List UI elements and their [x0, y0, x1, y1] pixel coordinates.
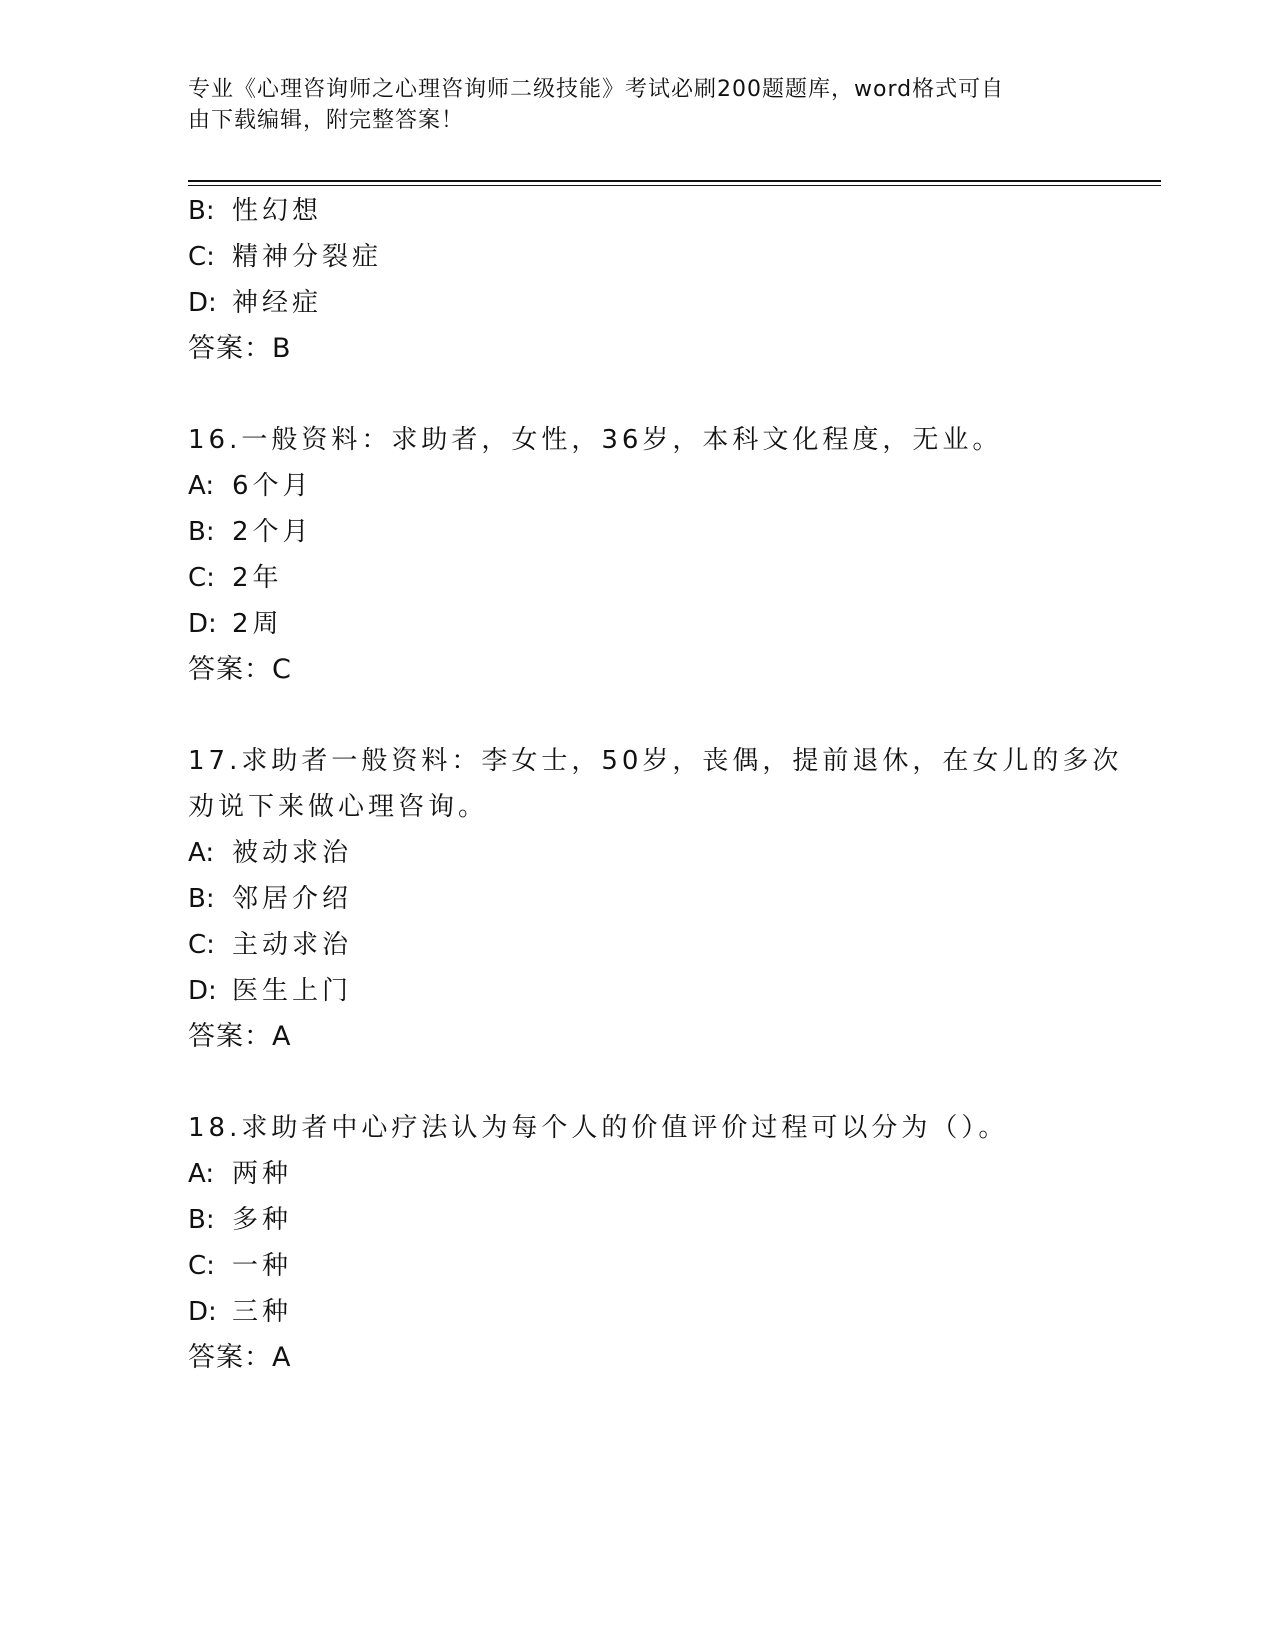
option-text: 两种: [232, 1159, 293, 1189]
question-16: [188, 417, 1128, 693]
option-text: 邻居介绍: [232, 884, 353, 914]
option-letter: C:: [188, 930, 215, 960]
answer-label: 答案：: [188, 654, 272, 685]
option-text: 主动求治: [232, 930, 353, 960]
option-letter: B:: [188, 517, 215, 547]
option-b: [188, 509, 1128, 555]
option-letter: D:: [188, 609, 217, 639]
option-letter: B:: [188, 884, 215, 914]
option-b: [188, 188, 1128, 234]
answer-label: 答案：: [188, 1021, 272, 1052]
option-text: 2年: [232, 563, 283, 593]
option-letter: A:: [188, 1159, 215, 1189]
answer-line: [188, 326, 1128, 372]
question-text: 18.求助者中心疗法认为每个人的价值评价过程可以分为（）。: [188, 1113, 1009, 1143]
document-body: [188, 188, 1128, 1381]
answer-line: [188, 1335, 1128, 1381]
answer-label: 答案：: [188, 333, 272, 364]
option-a: [188, 463, 1128, 509]
option-text: 神经症: [232, 288, 323, 318]
option-text: 精神分裂症: [232, 242, 383, 272]
option-c: [188, 1243, 1128, 1289]
option-letter: C:: [188, 563, 215, 593]
option-b: [188, 876, 1128, 922]
option-text: 三种: [232, 1297, 293, 1327]
question-18: [188, 1105, 1128, 1381]
answer-value: A: [272, 1021, 291, 1052]
option-text: 2周: [232, 609, 283, 639]
option-c: [188, 922, 1128, 968]
option-letter: D:: [188, 1297, 217, 1327]
option-a: [188, 830, 1128, 876]
option-text: 6个月: [232, 471, 313, 501]
answer-value: A: [272, 1342, 291, 1373]
question-text-line-1: 17.求助者一般资料：李女士，50岁，丧偶，提前退休，在女儿的多次: [188, 746, 1123, 776]
option-letter: D:: [188, 976, 217, 1006]
option-text: 一种: [232, 1251, 293, 1281]
option-d: [188, 601, 1128, 647]
option-text: 性幻想: [232, 196, 323, 226]
option-letter: C:: [188, 242, 215, 272]
answer-label: 答案：: [188, 1342, 272, 1373]
header-rule-thin: [188, 185, 1161, 186]
header-line-2: 由下载编辑，附完整答案！: [188, 108, 465, 133]
option-letter: A:: [188, 471, 215, 501]
question-text-line-2: 劝说下来做心理咨询。: [188, 792, 489, 822]
option-text: 被动求治: [232, 838, 353, 868]
option-letter: D:: [188, 288, 217, 318]
option-c: [188, 555, 1128, 601]
answer-value: B: [272, 333, 291, 364]
option-letter: A:: [188, 838, 215, 868]
option-d: [188, 1289, 1128, 1335]
answer-line: [188, 647, 1128, 693]
option-a: [188, 1151, 1128, 1197]
option-text: 2个月: [232, 517, 313, 547]
question-15-continued: [188, 188, 1128, 372]
option-letter: C:: [188, 1251, 215, 1281]
option-letter: B:: [188, 196, 215, 226]
question-17: [188, 738, 1128, 1060]
question-text: 16.一般资料：求助者，女性，36岁，本科文化程度，无业。: [188, 425, 1003, 455]
option-text: 多种: [232, 1205, 293, 1235]
header-rule-thick: [188, 180, 1161, 182]
option-letter: B:: [188, 1205, 215, 1235]
option-d: [188, 968, 1128, 1014]
option-c: [188, 234, 1128, 280]
option-text: 医生上门: [232, 976, 353, 1006]
answer-line: [188, 1014, 1128, 1060]
document-header: [188, 74, 1088, 136]
answer-value: C: [272, 654, 291, 685]
option-d: [188, 280, 1128, 326]
option-b: [188, 1197, 1128, 1243]
header-line-1: 专业《心理咨询师之心理咨询师二级技能》考试必刷200题题库，word格式可自: [188, 77, 1005, 102]
